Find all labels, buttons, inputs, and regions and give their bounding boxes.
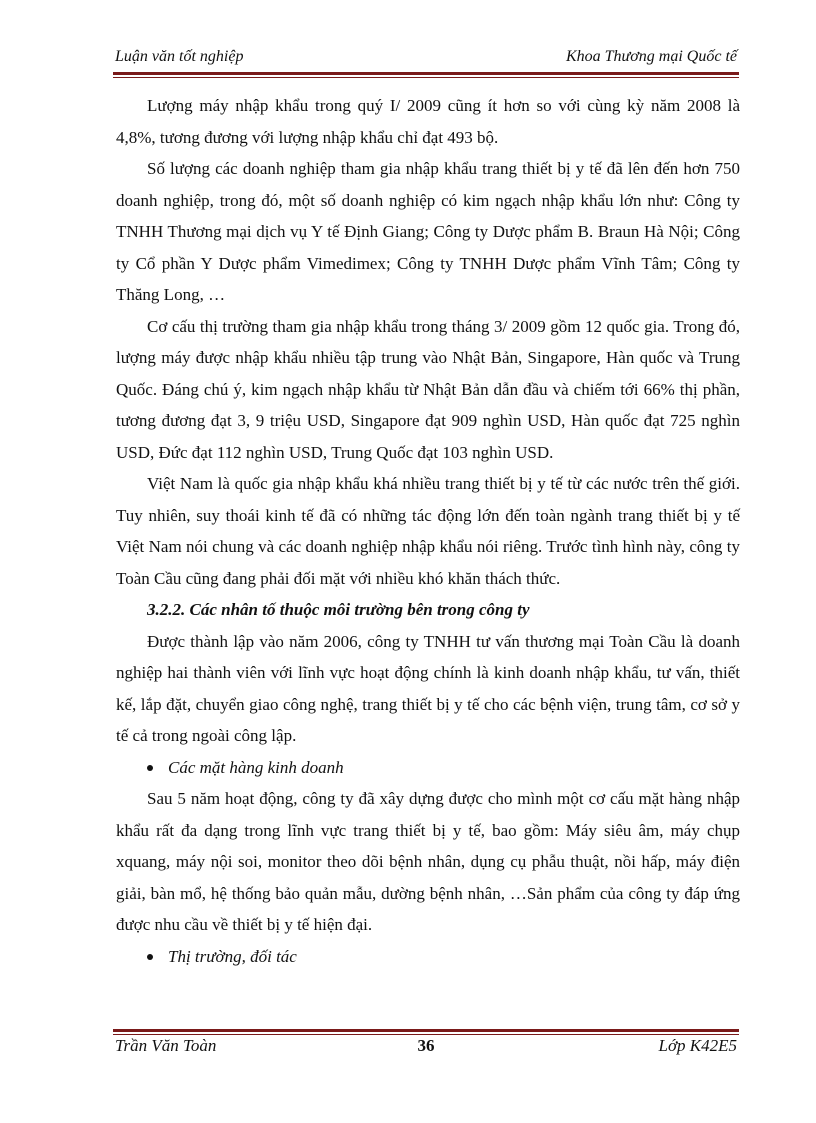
paragraph-vietnam-imports: Việt Nam là quốc gia nhập khẩu khá nhiều trang thiết bị y tế từ các nước trên thế giới. Tuy nhiên, suy thoái kinh tế đã có những tác động lớn đến toàn ngành trang thiết bị y tế Việt Nam nói chung và các doanh nghiệp nhập khẩu nói riêng. Trước tình hình này, công ty Toàn Cầu cũng đang phải đối mặt với nhiều khó khăn thách thức. [116, 474, 740, 588]
document-body [116, 90, 740, 972]
section-heading: 3.2.2. Các nhân tố thuộc môi trường bên trong công ty [147, 600, 530, 619]
bullet-label: Thị trường, đối tác [168, 946, 297, 966]
page-header [113, 42, 739, 72]
bullet-dot-icon [147, 765, 153, 771]
header-divider [113, 72, 739, 80]
bullet-item-products [116, 752, 740, 784]
bullet-item-markets [116, 941, 740, 973]
header-thesis-label: Luận văn tốt nghiệp [115, 48, 244, 65]
footer-author: Trần Văn Toàn [115, 1036, 217, 1055]
header-faculty-label: Khoa Thương mại Quốc tế [565, 48, 737, 65]
page-footer [113, 1036, 739, 1062]
paragraph-market-structure: Cơ cấu thị trường tham gia nhập khẩu trong tháng 3/ 2009 gồm 12 quốc gia. Trong đó, lượng máy được nhập khẩu nhiều tập trung vào Nhật Bản, Singapore, Hàn quốc và Trung Quốc. Đáng chú ý, kim ngạch nhập khẩu từ Nhật Bản dẫn đầu và chiếm tới 66% thị phần, tương đương đạt 3, 9 triệu USD, Singapore đạt 909 nghìn USD, Hàn quốc đạt 725 nghìn USD, Đức đạt 112 nghìn USD, Trung Quốc đạt 103 nghìn USD. [116, 316, 740, 462]
footer-class: Lớp K42E5 [658, 1036, 737, 1055]
bullet-dot-icon [147, 954, 153, 960]
page-number: 36 [417, 1036, 435, 1055]
paragraph-enterprises: Số lượng các doanh nghiệp tham gia nhập khẩu trang thiết bị y tế đã lên đến hơn 750 doanh nghiệp, trong đó, một số doanh nghiệp có kim ngạch nhập khẩu lớn như: Công ty TNHH Thương mại dịch vụ Y tế Định Giang; Công ty Dược phẩm B. Braun Hà Nội; Công ty Cổ phần Y Dược phẩm Vimedimex; Công ty TNHH Dược phẩm Vĩnh Tâm; Công ty Thăng Long, … [116, 159, 740, 304]
paragraph-import-volume: Lượng máy nhập khẩu trong quý I/ 2009 cũng ít hơn so với cùng kỳ năm 2008 là 4,8%, tương đương với lượng nhập khẩu chỉ đạt 493 bộ. [116, 96, 740, 147]
paragraph-product-range: Sau 5 năm hoạt động, công ty đã xây dựng được cho mình một cơ cấu mặt hàng nhập khẩu rất đa dạng trong lĩnh vực trang thiết bị y tế, bao gồm: Máy siêu âm, máy chụp xquang, máy nội soi, monitor theo dõi bệnh nhân, dụng cụ phẫu thuật, nồi hấp, máy điện giải, bàn mổ, hệ thống bảo quản mẫu, dường bệnh nhân, …Sản phẩm của công ty đáp ứng được nhu cầu về thiết bị y tế hiện đại. [116, 789, 740, 934]
bullet-label: Các mặt hàng kinh doanh [168, 757, 344, 777]
paragraph-company-intro: Được thành lập vào năm 2006, công ty TNHH tư vấn thương mại Toàn Cầu là doanh nghiệp hai thành viên với lĩnh vực hoạt động chính là kinh doanh nhập khẩu, tư vấn, thiết kế, lắp đặt, chuyển giao công nghệ, trang thiết bị y tế cho các bệnh viện, trung tâm, cơ sở y tế cả trong ngoài công lập. [116, 631, 740, 745]
